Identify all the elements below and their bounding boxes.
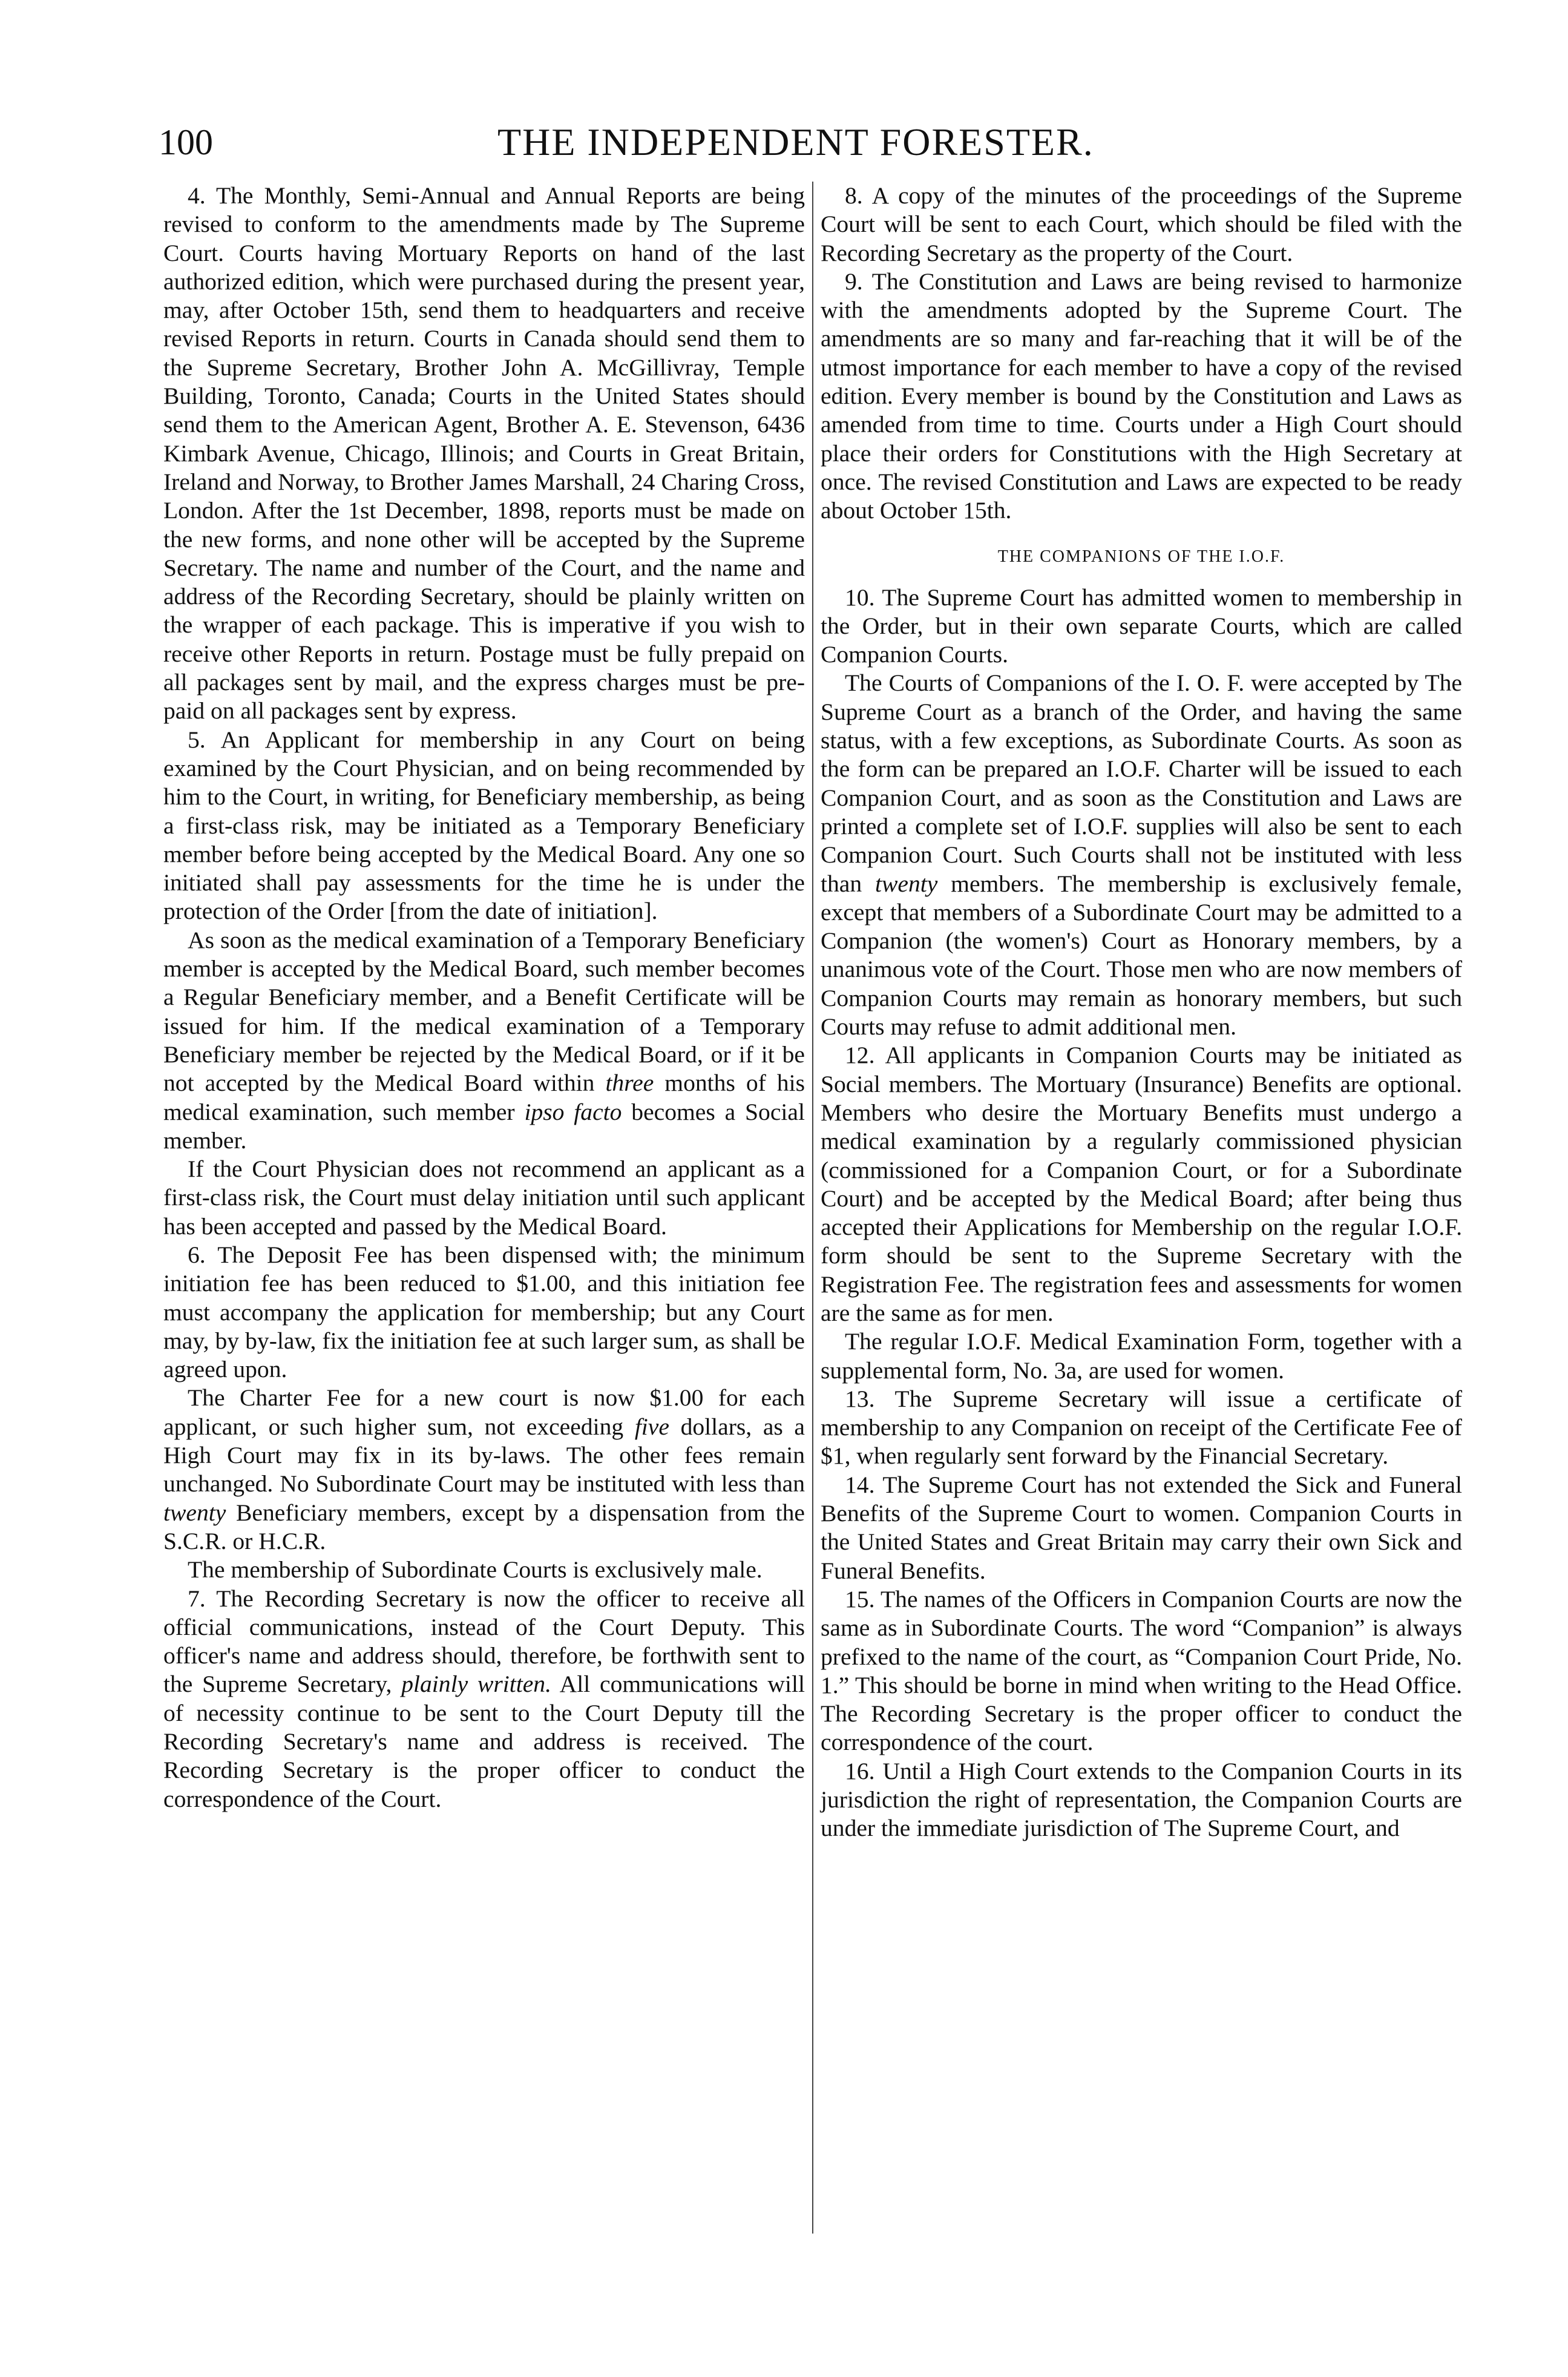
page-number: 100 <box>159 122 213 162</box>
paragraph-9: 9. The Constitution and Laws are being revised to harmonize with the amendments adopted by the Supreme Court. The amendments are so many and far-reaching that it will be of the utmost importance for each member to have a copy of the revised edition. Every member is bound by the Constitution and Laws as amended from time to time. Courts under a High Court should place their orders for Constitutions with the High Secretary at once. The revised Constitution and Laws are expected to be ready about October 15th. <box>821 268 1462 524</box>
paragraph-15: 15. The names of the Officers in Companion Courts are now the same as in Subordinate Courts. The word “Companion” is always prefixed to the name of the court, as “Companion Court Pride, No. 1.” This should be borne in mind when writing to the Head Office. The Recording Secretary is the proper officer to conduct the correspondence of the court. <box>821 1585 1462 1756</box>
page-header <box>159 115 1478 169</box>
paragraph-10: 10. The Supreme Court has admitted women to membership in the Order, but in their own separate Courts, which are called Companion Courts. <box>821 584 1462 668</box>
paragraph-text: All communications will of necessity continue to be sent to the Court Deputy till the Recording Secretary's name and address is received. The Recording Secretary is the proper officer to conduct the correspondence of the Court. <box>163 1671 805 1812</box>
paragraph-6-charter-fee <box>163 1384 805 1556</box>
paragraph-text: 7. The Recording Secretary is now the officer to receive all official communications, instead of the Court Deputy. This officer's name and address should, therefore, be forthwith sent to the Supreme Secretary, <box>163 1585 805 1698</box>
paragraph-text: becomes a Social member. <box>163 1098 805 1154</box>
section-heading: THE COMPANIONS OF THE I.O.F. <box>997 547 1285 566</box>
emphasis-text: five <box>634 1413 669 1440</box>
emphasis-text: plainly written. <box>401 1671 551 1698</box>
paragraph-text: As soon as the medical examination of a Temporary Beneficiary member is accepted by the Medical Board, such member becomes a Regular Beneficiary member, and a Benefit Certificate will be issued for him. If the medical examination of a Temporary Beneficiary member be rejected by the Medical Board, or if it be not accepted by the Medical Board within <box>163 926 805 1097</box>
paragraph-16: 16. Until a High Court extends to the Companion Courts in its jurisdiction the right of representation, the Companion Courts are under the immediate jurisdiction of The Supreme Court, and <box>821 1757 1462 1842</box>
paragraph-7 <box>163 1585 805 1813</box>
paragraph-text: dollars, as a High Court may fix in its by-laws. The other fees remain unchanged. No Subordinate Court may be instituted with less than <box>163 1413 805 1498</box>
right-column <box>821 182 1462 1843</box>
paragraph-text: The Courts of Companions of the I. O. F. were accepted by The Supreme Court as a branch of the Order, and having the same status, with a few exceptions, as Subordinate Courts. As soon as the form can be prepared an I.O.F. Charter will be issued to each Companion Court, and as soon as the Constitution and Laws are printed a complete set of I.O.F. supplies will also be sent to each Companion Court. Such Courts shall not be instituted with less than <box>821 669 1462 897</box>
paragraph-text: months of his medical examination, such member <box>163 1070 805 1125</box>
paragraph-10-companion-courts <box>821 669 1462 1041</box>
paragraph-4: 4. The Monthly, Semi-Annual and Annual Reports are being revised to conform to the amendments made by The Supreme Court. Courts having Mortuary Reports on hand of the last authorized edition, which were purchased during the present year, may, after October 15th, send them to headquarters and receive revised Reports in return. Courts in Canada should send them to the Supreme Secretary, Brother John A. McGillivray, Temple Building, Toronto, Canada; Courts in the United States should send them to the American Agent, Brother A. E. Stevenson, 6436 Kimbark Avenue, Chicago, Illinois; and Courts in Great Britain, Ireland and Norway, to Brother James Marshall, 24 Charing Cross, London. After the 1st December, 1898, reports must be made on the new forms, and none other will be accepted by the Supreme Secretary. The name and number of the Court, and the name and address of the Recording Secretary, should be plainly written on the wrapper of each package. This is imperative if you wish to receive other Reports in return. Postage must be fully prepaid on all packages sent by mail, and the express charges must be pre-paid on all packages sent by express. <box>163 182 805 725</box>
emphasis-text: three <box>605 1070 654 1097</box>
paragraph-5-medical-acceptance <box>163 926 805 1155</box>
paragraph-5: 5. An Applicant for membership in any Court on being examined by the Court Physician, and on being recommended by him to the Court, in writing, for Beneficiary membership, as being a first-class risk, may be initiated as a Temporary Beneficiary member before being accepted by the Medical Board. Any one so initiated shall pay assessments for the time he is under the protection of the Order [from the date of initiation]. <box>163 726 805 925</box>
paragraph-12-forms: The regular I.O.F. Medical Examination Form, together with a supplemental form, No. 3a, are used for women. <box>821 1328 1462 1384</box>
paragraph-12: 12. All applicants in Companion Courts may be initiated as Social members. The Mortuary (Insurance) Benefits are optional. Members who desire the Mortuary Benefits must undergo a medical examination by a regularly commissioned physician (commissioned for a Companion Court, or for a Subordinate Court) and be accepted by the Medical Board; after being thus accepted their Applications for Membership on the regular I.O.F. form should be sent to the Supreme Secretary with the Registration Fee. The registration fees and assessments for women are the same as for men. <box>821 1042 1462 1326</box>
paragraph-6-membership: The membership of Subordinate Courts is exclusively male. <box>188 1556 763 1583</box>
left-column <box>163 182 805 1813</box>
paragraph-13: 13. The Supreme Secretary will issue a certificate of membership to any Companion on receipt of the Certificate Fee of $1, when regularly sent forward by the Financial Secretary. <box>821 1385 1462 1470</box>
emphasis-text: twenty <box>163 1499 226 1526</box>
column-divider <box>812 182 813 2234</box>
emphasis-text: twenty <box>875 870 938 897</box>
paragraph-text: Beneficiary members, except by a dispensation from the S.C.R. or H.C.R. <box>163 1499 805 1554</box>
running-title: THE INDEPENDENT FORESTER. <box>497 120 1094 163</box>
paragraph-5-physician: If the Court Physician does not recommend an applicant as a first-class risk, the Court must delay initiation until such applicant has been accepted and passed by the Medical Board. <box>163 1156 805 1240</box>
paragraph-6: 6. The Deposit Fee has been dispensed with; the minimum initiation fee has been reduced to $1.00, and this initiation fee must accompany the application for membership; but any Court may, by by-law, fix the initiation fee at such larger sum, as shall be agreed upon. <box>163 1241 805 1383</box>
paragraph-text: The Charter Fee for a new court is now $1.00 for each applicant, or such higher sum, not exceeding <box>163 1384 805 1440</box>
paragraph-text: members. The membership is exclusively female, except that members of a Subordinate Court may be admitted to a Companion (the women's) Court as Honorary members, by a unanimous vote of the Court. Those men who are now members of Companion Courts may remain as honorary members, but such Courts may refuse to admit additional men. <box>821 870 1462 1041</box>
paragraph-14: 14. The Supreme Court has not extended the Sick and Funeral Benefits of the Supreme Court to women. Companion Courts in the United States and Great Britain may carry their own Sick and Funeral Benefits. <box>821 1471 1462 1584</box>
emphasis-text: ipso facto <box>524 1098 622 1125</box>
paragraph-8: 8. A copy of the minutes of the proceedings of the Supreme Court will be sent to each Court, which should be filed with the Recording Secretary as the property of the Court. <box>821 182 1462 266</box>
